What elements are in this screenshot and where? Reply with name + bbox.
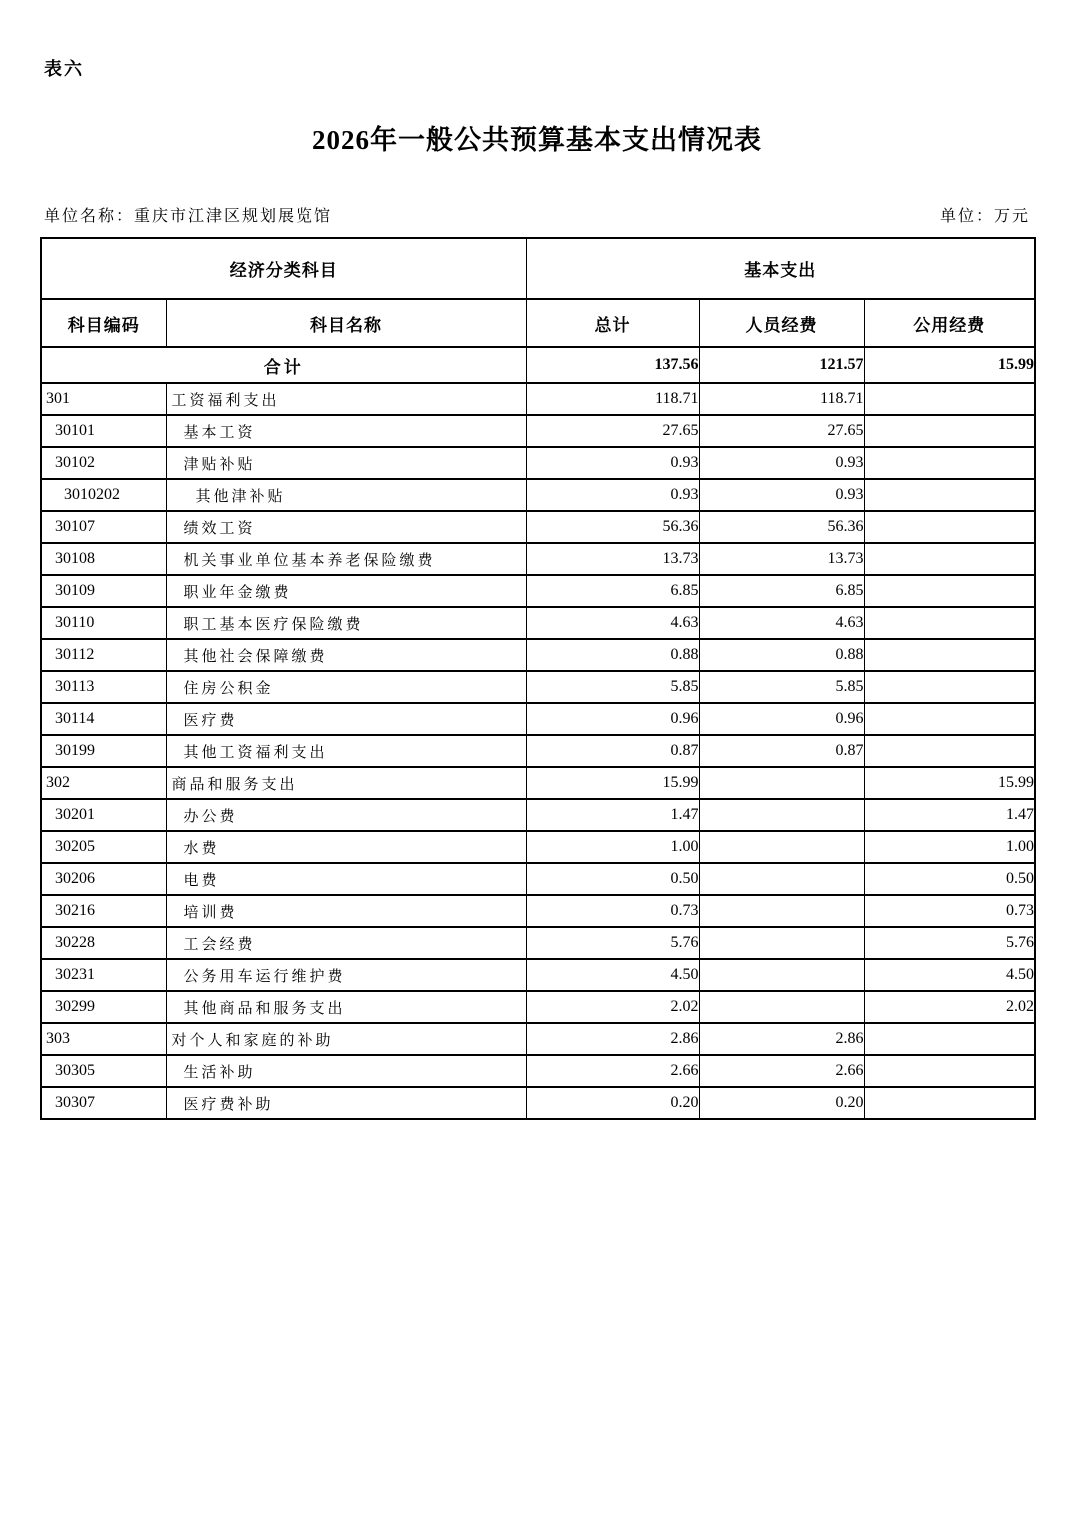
cell-total: 56.36 [526,511,699,543]
cell-name: 商品和服务支出 [166,767,526,799]
cell-code: 30101 [41,415,166,447]
cell-name: 电费 [166,863,526,895]
col-header-total: 总计 [526,299,699,347]
cell-public [864,607,1035,639]
cell-total: 2.66 [526,1055,699,1087]
cell-total: 2.86 [526,1023,699,1055]
cell-personnel [699,863,864,895]
table-row [41,575,1035,607]
cell-total: 1.47 [526,799,699,831]
cell-public [864,639,1035,671]
col-header-public: 公用经费 [864,299,1035,347]
cell-public [864,703,1035,735]
cell-name: 机关事业单位基本养老保险缴费 [166,543,526,575]
table-row [41,703,1035,735]
cell-public [864,479,1035,511]
cell-personnel: 0.88 [699,639,864,671]
cell-public [864,1087,1035,1119]
cell-public: 1.00 [864,831,1035,863]
cell-personnel: 27.65 [699,415,864,447]
cell-code: 30199 [41,735,166,767]
cell-public: 0.73 [864,895,1035,927]
cell-code: 30114 [41,703,166,735]
meta-row [44,203,1030,226]
cell-name: 生活补助 [166,1055,526,1087]
cell-code: 30205 [41,831,166,863]
cell-total: 0.73 [526,895,699,927]
cell-personnel [699,959,864,991]
cell-name: 工资福利支出 [166,383,526,415]
cell-total: 0.88 [526,639,699,671]
cell-code: 301 [41,383,166,415]
cell-total: 0.93 [526,479,699,511]
cell-total: 0.50 [526,863,699,895]
cell-personnel: 118.71 [699,383,864,415]
column-header-row [41,299,1035,347]
cell-total: 13.73 [526,543,699,575]
cell-code: 30206 [41,863,166,895]
cell-public [864,543,1035,575]
cell-total: 2.02 [526,991,699,1023]
group-header-basic: 基本支出 [526,238,1035,299]
table-row [41,1087,1035,1119]
cell-name: 办公费 [166,799,526,831]
cell-personnel: 2.66 [699,1055,864,1087]
cell-code: 302 [41,767,166,799]
cell-code: 30201 [41,799,166,831]
table-row [41,831,1035,863]
table-row [41,479,1035,511]
cell-public [864,1055,1035,1087]
cell-code: 303 [41,1023,166,1055]
cell-personnel: 13.73 [699,543,864,575]
cell-personnel: 6.85 [699,575,864,607]
cell-public: 2.02 [864,991,1035,1023]
cell-code: 30299 [41,991,166,1023]
sheet-label: 表六 [44,59,84,79]
cell-name: 住房公积金 [166,671,526,703]
cell-total: 0.93 [526,447,699,479]
cell-personnel: 0.87 [699,735,864,767]
cell-public: 5.76 [864,927,1035,959]
cell-personnel: 0.96 [699,703,864,735]
cell-code: 30307 [41,1087,166,1119]
cell-public [864,735,1035,767]
table-body [41,383,1035,1119]
cell-personnel: 2.86 [699,1023,864,1055]
cell-code: 3010202 [41,479,166,511]
table-row [41,767,1035,799]
col-header-name: 科目名称 [166,299,526,347]
cell-code: 30112 [41,639,166,671]
cell-code: 30228 [41,927,166,959]
cell-personnel: 0.93 [699,479,864,511]
cell-total: 5.76 [526,927,699,959]
table-row [41,1023,1035,1055]
cell-public: 4.50 [864,959,1035,991]
cell-code: 30305 [41,1055,166,1087]
total-row-public: 15.99 [864,347,1035,383]
cell-total: 5.85 [526,671,699,703]
cell-name: 其他工资福利支出 [166,735,526,767]
table-row [41,511,1035,543]
cell-personnel: 56.36 [699,511,864,543]
table-row [41,671,1035,703]
budget-table [40,237,1036,1120]
cell-total: 118.71 [526,383,699,415]
table-row [41,895,1035,927]
table-row [41,415,1035,447]
cell-total: 0.96 [526,703,699,735]
cell-name: 培训费 [166,895,526,927]
cell-personnel [699,799,864,831]
cell-name: 其他津补贴 [166,479,526,511]
cell-name: 医疗费补助 [166,1087,526,1119]
table-row [41,991,1035,1023]
unit-of-measure: 单位：万元 [939,208,1030,225]
group-header-row [41,238,1035,299]
cell-code: 30109 [41,575,166,607]
cell-total: 4.50 [526,959,699,991]
cell-personnel [699,927,864,959]
cell-name: 基本工资 [166,415,526,447]
col-header-code: 科目编码 [41,299,166,347]
cell-total: 0.87 [526,735,699,767]
cell-personnel [699,831,864,863]
cell-personnel: 0.93 [699,447,864,479]
cell-name: 津贴补贴 [166,447,526,479]
cell-personnel [699,895,864,927]
table-row [41,1055,1035,1087]
cell-personnel: 5.85 [699,671,864,703]
cell-total: 0.20 [526,1087,699,1119]
cell-personnel [699,767,864,799]
col-header-personnel: 人员经费 [699,299,864,347]
table-row [41,799,1035,831]
table-row [41,447,1035,479]
total-row-total: 137.56 [526,347,699,383]
total-row-label: 合计 [41,347,526,383]
table-row [41,607,1035,639]
cell-code: 30107 [41,511,166,543]
cell-public [864,1023,1035,1055]
table-row [41,863,1035,895]
cell-name: 公务用车运行维护费 [166,959,526,991]
cell-public [864,447,1035,479]
cell-public [864,671,1035,703]
cell-code: 30216 [41,895,166,927]
cell-name: 绩效工资 [166,511,526,543]
cell-code: 30102 [41,447,166,479]
table-row [41,543,1035,575]
cell-code: 30108 [41,543,166,575]
table-row [41,927,1035,959]
cell-personnel: 4.63 [699,607,864,639]
cell-public [864,575,1035,607]
table-row [41,735,1035,767]
total-row-personnel: 121.57 [699,347,864,383]
cell-name: 其他商品和服务支出 [166,991,526,1023]
cell-total: 4.63 [526,607,699,639]
cell-code: 30113 [41,671,166,703]
table-row [41,639,1035,671]
cell-name: 职业年金缴费 [166,575,526,607]
budget-table-container [40,237,1036,1120]
cell-public: 15.99 [864,767,1035,799]
cell-public [864,383,1035,415]
cell-name: 对个人和家庭的补助 [166,1023,526,1055]
cell-total: 15.99 [526,767,699,799]
cell-name: 其他社会保障缴费 [166,639,526,671]
cell-public: 1.47 [864,799,1035,831]
cell-public: 0.50 [864,863,1035,895]
cell-name: 职工基本医疗保险缴费 [166,607,526,639]
cell-personnel: 0.20 [699,1087,864,1119]
cell-code: 30110 [41,607,166,639]
cell-name: 医疗费 [166,703,526,735]
cell-total: 6.85 [526,575,699,607]
cell-total: 27.65 [526,415,699,447]
unit-name: 单位名称：重庆市江津区规划展览馆 [44,208,333,225]
cell-public [864,511,1035,543]
cell-total: 1.00 [526,831,699,863]
cell-name: 水费 [166,831,526,863]
cell-code: 30231 [41,959,166,991]
cell-name: 工会经费 [166,927,526,959]
cell-public [864,415,1035,447]
total-row [41,347,1035,383]
group-header-economic: 经济分类科目 [41,238,526,299]
page-title: 2026年一般公共预算基本支出情况表 [312,125,762,155]
cell-personnel [699,991,864,1023]
table-row [41,383,1035,415]
table-row [41,959,1035,991]
